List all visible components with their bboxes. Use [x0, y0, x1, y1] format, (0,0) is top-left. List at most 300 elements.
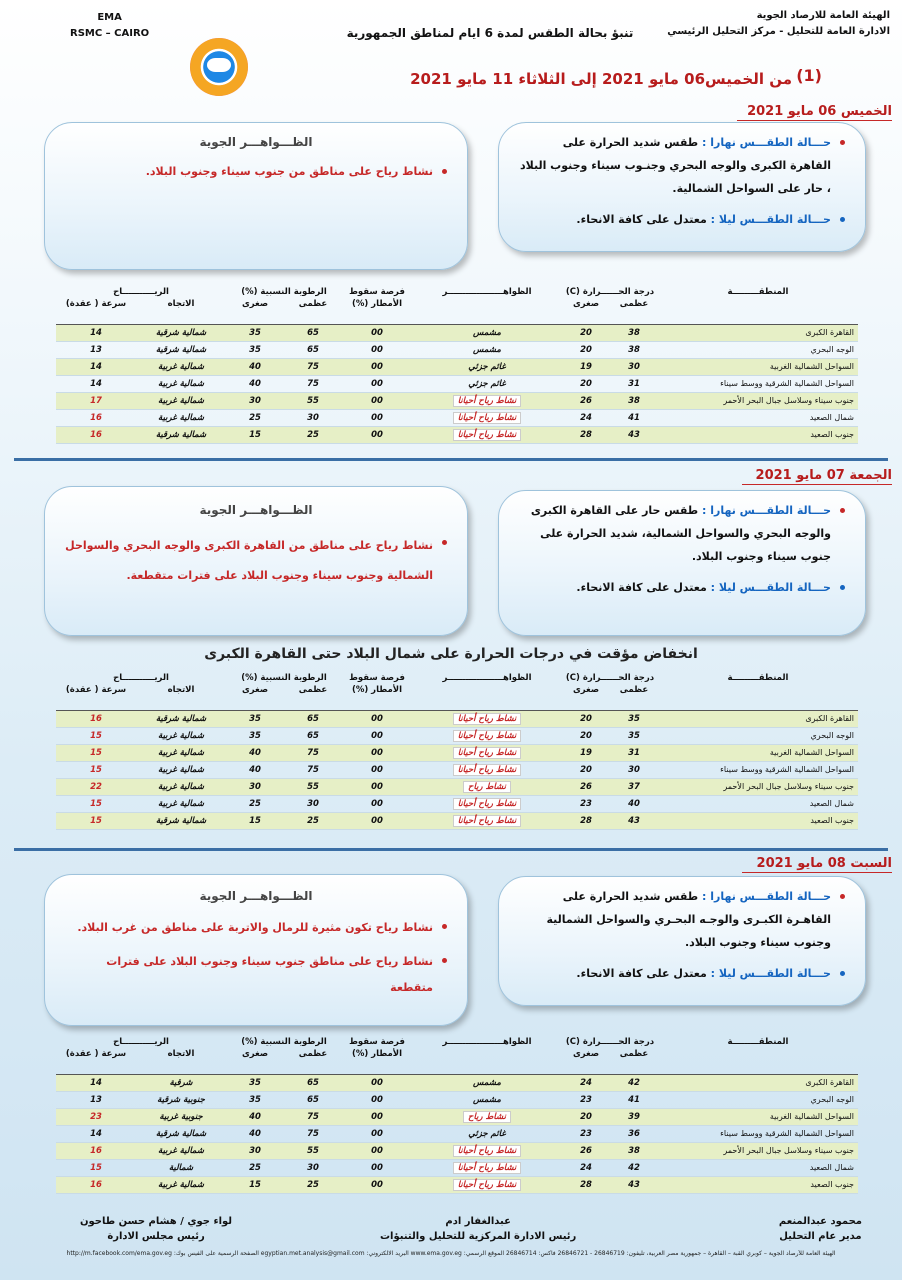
day-underline	[737, 120, 892, 121]
cell-rain: 00	[342, 375, 412, 392]
cell-region: شمال الصعيد	[658, 409, 858, 426]
header-org	[667, 8, 890, 40]
cell-rain: 00	[342, 1176, 412, 1193]
phenomena-text: نشاط رياح	[463, 781, 511, 793]
dept-name: الادارة العامة للتحليل - مركز التحليل الرئيسي	[667, 26, 890, 37]
col-rain: فرصة سقوط الأمطار (%)	[349, 1037, 405, 1059]
phenomena-text: مشمس	[473, 1077, 501, 1088]
col-temp-max: عظمى	[619, 685, 649, 695]
cell-hum-max: 55	[284, 778, 342, 795]
phenomena-title: الظـــواهـــر الجوية	[199, 503, 313, 517]
cell-temp-min: 24	[562, 409, 610, 426]
cell-wind-dir: شمالية غربية	[136, 795, 226, 812]
cell-wind-dir: شمالية غربية	[136, 358, 226, 375]
table-row	[56, 324, 858, 341]
col-hum-max: عظمى	[298, 685, 328, 695]
phenomena-text: نشاط رياح أحيانا	[453, 713, 522, 725]
cell-temp-max: 41	[610, 409, 658, 426]
cell-hum-min: 35	[226, 1091, 284, 1108]
cell-temp-max: 43	[610, 1176, 658, 1193]
cell-region: السواحل الشمالية الشرقية ووسط سيناء	[658, 761, 858, 778]
cell-wind-dir: شمالية شرقية	[136, 426, 226, 443]
col-temp-max: عظمى	[619, 1049, 649, 1059]
phenomena-text: نشاط رياح أحيانا	[453, 764, 522, 776]
cell-temp-min: 20	[562, 727, 610, 744]
phenomena-text: نشاط رياح	[463, 1111, 511, 1123]
cell-wind-speed: 15	[56, 744, 136, 761]
cell-hum-max: 65	[284, 1091, 342, 1108]
table-row	[56, 1176, 858, 1193]
cell-hum-min: 40	[226, 1125, 284, 1142]
phenomena-text: نشاط رياح أحيانا	[453, 815, 522, 827]
cell-temp-max: 38	[610, 341, 658, 358]
page-number: (1)	[796, 66, 822, 85]
cell-region: جنوب سيناء وسلاسل جبال البحر الأحمر	[658, 778, 858, 795]
cell-wind-speed: 17	[56, 392, 136, 409]
day-state-text: طقس شديد الحرارة على القاهـرة الكبـرى والوجـه البحـري والسواحل الشمالية وجنوب سيناء وجنوب البلاد.	[546, 890, 831, 949]
cell-wind-speed: 16	[56, 1176, 136, 1193]
col-temp-max: عظمى	[619, 299, 649, 309]
cell-rain: 00	[342, 795, 412, 812]
cell-wind-dir: شمالية غربية	[136, 744, 226, 761]
signature-name: محمود عبدالمنعم	[778, 1216, 862, 1227]
phenomena-item: نشاط رياح تكون مثيرة للرمال والاتربة على مناطق من غرب البلاد.	[65, 915, 447, 941]
signature-central-director	[380, 1214, 576, 1244]
col-temp-min: صغرى	[572, 1049, 600, 1059]
cell-phenomena	[412, 812, 562, 829]
col-wind: الريـــــــــــاح	[113, 673, 169, 683]
cell-region: القاهرة الكبرى	[658, 324, 858, 341]
cell-phenomena	[412, 375, 562, 392]
col-hum-min: صغرى	[241, 1049, 269, 1059]
cell-region: جنوب الصعيد	[658, 812, 858, 829]
night-state-label: حـــالة الطقـــس ليلا :	[710, 213, 831, 226]
cell-temp-min: 20	[562, 761, 610, 778]
cell-wind-dir: جنوبية غربية	[136, 1108, 226, 1125]
cell-temp-max: 38	[610, 392, 658, 409]
cell-hum-max: 25	[284, 426, 342, 443]
cell-phenomena	[412, 392, 562, 409]
col-hum-min: صغرى	[241, 299, 269, 309]
cell-region: شمال الصعيد	[658, 795, 858, 812]
header-en	[70, 10, 149, 42]
cell-wind-dir: شمالية غربية	[136, 375, 226, 392]
cell-wind-speed: 15	[56, 1159, 136, 1176]
table-row	[56, 1108, 858, 1125]
table-row	[56, 341, 858, 358]
cell-temp-max: 37	[610, 778, 658, 795]
cell-wind-speed: 14	[56, 324, 136, 341]
cell-phenomena	[412, 324, 562, 341]
cell-temp-max: 35	[610, 710, 658, 727]
cell-hum-min: 40	[226, 1108, 284, 1125]
cell-hum-min: 35	[226, 324, 284, 341]
phenomena-text: نشاط رياح أحيانا	[453, 747, 522, 759]
cell-hum-max: 65	[284, 727, 342, 744]
cell-phenomena	[412, 1125, 562, 1142]
cell-rain: 00	[342, 812, 412, 829]
signature-name: عبدالغفار ادم	[445, 1216, 511, 1227]
col-wind-dir: الاتجاه	[167, 1049, 195, 1059]
cell-wind-speed: 15	[56, 727, 136, 744]
cell-wind-speed: 15	[56, 812, 136, 829]
col-hum-min: صغرى	[241, 685, 269, 695]
section-separator	[14, 848, 888, 851]
cell-hum-max: 55	[284, 1142, 342, 1159]
cell-temp-max: 31	[610, 375, 658, 392]
phenomena-text: مشمس	[473, 344, 501, 355]
cell-hum-min: 25	[226, 1159, 284, 1176]
section-separator	[14, 458, 888, 461]
cell-region: جنوب سيناء وسلاسل جبال البحر الأحمر	[658, 392, 858, 409]
phenomena-text: غائم جزئي	[468, 361, 506, 372]
cell-temp-max: 42	[610, 1074, 658, 1091]
col-wind-dir: الاتجاه	[167, 299, 195, 309]
cell-phenomena	[412, 1074, 562, 1091]
col-hum-max: عظمى	[298, 299, 328, 309]
cell-temp-max: 38	[610, 1142, 658, 1159]
cell-wind-speed: 14	[56, 358, 136, 375]
table-row	[56, 358, 858, 375]
phenomena-title: الظـــواهـــر الجوية	[199, 889, 313, 903]
table-row	[56, 1142, 858, 1159]
cell-region: الوجه البحري	[658, 341, 858, 358]
cell-phenomena	[412, 795, 562, 812]
cell-wind-speed: 16	[56, 409, 136, 426]
cell-hum-min: 35	[226, 710, 284, 727]
cell-hum-min: 25	[226, 409, 284, 426]
phenomena-text: مشمس	[473, 1094, 501, 1105]
table-row	[56, 375, 858, 392]
phenomena-text: غائم جزئي	[468, 1128, 506, 1139]
cell-temp-min: 20	[562, 1108, 610, 1125]
signature-chairman	[80, 1214, 232, 1244]
cell-temp-max: 40	[610, 795, 658, 812]
col-region: المنطقـــــــــة	[727, 1037, 789, 1047]
cell-temp-max: 43	[610, 812, 658, 829]
cell-wind-dir: شمالية غربية	[136, 392, 226, 409]
cell-temp-min: 26	[562, 1142, 610, 1159]
phenomena-text: مشمس	[473, 327, 501, 338]
cell-temp-max: 30	[610, 761, 658, 778]
col-wind-speed: سرعة ( عقدة)	[65, 299, 127, 309]
cell-hum-max: 65	[284, 341, 342, 358]
contact-footer: الهيئة العامة للأرصاد الجوية – كوبري القبة – القاهرة – جمهورية مصر العربية، تليفون: 26846719 - 26846721 فاكس: 26846714 الموقع الرسمي: www.ema.gov.eg البريد الالكتروني: egyptian.met.analysis@gmail.com الصفحة الرسمية على الفيس بوك: http://m.facebook.com/ema.gov.eg	[66, 1250, 836, 1257]
cell-phenomena	[412, 1176, 562, 1193]
col-wind-speed: سرعة ( عقدة)	[65, 1049, 127, 1059]
col-rain: فرصة سقوط الأمطار (%)	[349, 673, 405, 695]
cell-temp-max: 43	[610, 426, 658, 443]
cell-rain: 00	[342, 1142, 412, 1159]
phenomena-item: نشاط رياح على مناطق من جنوب سيناء وجنوب البلاد.	[65, 160, 447, 183]
day-state-label: حـــالة الطقـــس نهارا :	[701, 504, 831, 517]
day-state-label: حـــالة الطقـــس نهارا :	[701, 890, 831, 903]
cell-hum-max: 30	[284, 795, 342, 812]
org-name: الهيئة العامة للارصاد الجوية	[756, 10, 890, 21]
cell-wind-speed: 14	[56, 1125, 136, 1142]
cell-wind-speed: 16	[56, 1142, 136, 1159]
cell-phenomena	[412, 778, 562, 795]
night-state-text: معتدل على كافة الانحاء.	[576, 213, 707, 226]
day-state-text: طقس شديد الحرارة على القاهرة الكبرى والوجه البحري وجنـوب سيناء وجنوب البلاد ، حار على السواحل الشمالية.	[519, 136, 831, 195]
table-row	[56, 1091, 858, 1108]
cell-hum-min: 40	[226, 358, 284, 375]
col-wind-dir: الاتجاه	[167, 685, 195, 695]
col-humidity: الرطوبة النسبية (%)	[241, 287, 327, 297]
cell-temp-min: 20	[562, 375, 610, 392]
col-phenomena: الظواهـــــــــــــــــــر	[442, 673, 532, 683]
phenomena-text: نشاط رياح أحيانا	[453, 1179, 522, 1191]
cell-hum-max: 75	[284, 1108, 342, 1125]
cell-temp-min: 23	[562, 1091, 610, 1108]
table-row	[56, 727, 858, 744]
cell-wind-speed: 22	[56, 778, 136, 795]
day-underline	[742, 872, 892, 873]
phenomena-text: نشاط رياح أحيانا	[453, 412, 522, 424]
table-row	[56, 409, 858, 426]
cell-region: السواحل الشمالية الشرقية ووسط سيناء	[658, 375, 858, 392]
cell-temp-min: 19	[562, 358, 610, 375]
table-row	[56, 812, 858, 829]
signature-analysis-director	[779, 1214, 862, 1244]
cell-temp-min: 19	[562, 744, 610, 761]
cell-hum-max: 75	[284, 1125, 342, 1142]
center-name: RSMC – CAIRO	[70, 28, 150, 39]
cell-wind-dir: شمالية غربية	[136, 727, 226, 744]
cell-wind-dir: شمالية شرقية	[136, 812, 226, 829]
col-rain: فرصة سقوط الأمطار (%)	[349, 287, 405, 309]
cell-region: السواحل الشمالية الغربية	[658, 744, 858, 761]
cell-rain: 00	[342, 392, 412, 409]
org-abbr: EMA	[97, 12, 122, 23]
cell-temp-max: 39	[610, 1108, 658, 1125]
cell-region: القاهرة الكبرى	[658, 710, 858, 727]
cell-hum-max: 65	[284, 324, 342, 341]
cell-rain: 00	[342, 324, 412, 341]
weather-state-box	[498, 876, 866, 1006]
cell-temp-max: 38	[610, 324, 658, 341]
cell-temp-max: 36	[610, 1125, 658, 1142]
cell-region: الوجه البحري	[658, 1091, 858, 1108]
night-state-label: حـــالة الطقـــس ليلا :	[710, 581, 831, 594]
phenomena-text: نشاط رياح أحيانا	[453, 395, 522, 407]
cell-hum-max: 30	[284, 409, 342, 426]
cell-phenomena	[412, 1159, 562, 1176]
cell-temp-min: 23	[562, 1125, 610, 1142]
cell-rain: 00	[342, 1108, 412, 1125]
table-row	[56, 744, 858, 761]
night-state-text: معتدل على كافة الانحاء.	[576, 581, 707, 594]
cell-hum-min: 30	[226, 1142, 284, 1159]
cell-hum-max: 55	[284, 392, 342, 409]
table-row	[56, 1159, 858, 1176]
table-row	[56, 426, 858, 443]
phenomena-box	[44, 122, 468, 270]
cell-temp-min: 28	[562, 426, 610, 443]
cell-wind-speed: 16	[56, 710, 136, 727]
cell-wind-dir: شمالية غربية	[136, 1142, 226, 1159]
cell-wind-speed: 15	[56, 795, 136, 812]
cell-wind-speed: 23	[56, 1108, 136, 1125]
cell-hum-min: 35	[226, 1074, 284, 1091]
cell-wind-dir: شمالية غربية	[136, 761, 226, 778]
cell-temp-min: 26	[562, 778, 610, 795]
cell-wind-speed: 15	[56, 761, 136, 778]
cell-wind-speed: 13	[56, 341, 136, 358]
cell-rain: 00	[342, 1159, 412, 1176]
table-row	[56, 710, 858, 727]
cell-temp-min: 28	[562, 1176, 610, 1193]
cell-wind-dir: شمالية غربية	[136, 778, 226, 795]
forecast-table	[56, 672, 858, 830]
cell-wind-speed: 14	[56, 1074, 136, 1091]
cell-temp-min: 23	[562, 795, 610, 812]
cell-region: جنوب سيناء وسلاسل جبال البحر الأحمر	[658, 1142, 858, 1159]
cell-region: جنوب الصعيد	[658, 1176, 858, 1193]
cell-temp-min: 26	[562, 392, 610, 409]
cell-hum-min: 15	[226, 1176, 284, 1193]
cell-hum-max: 65	[284, 710, 342, 727]
cell-wind-speed: 14	[56, 375, 136, 392]
cell-phenomena	[412, 1091, 562, 1108]
cell-hum-min: 40	[226, 744, 284, 761]
cell-wind-dir: شمالية شرقية	[136, 324, 226, 341]
cell-hum-max: 75	[284, 358, 342, 375]
col-temp: درجة الحــــــرارة (C)	[565, 287, 655, 297]
cell-hum-min: 30	[226, 392, 284, 409]
table-row	[56, 795, 858, 812]
cell-wind-dir: جنوبية شرقية	[136, 1091, 226, 1108]
cell-phenomena	[412, 1142, 562, 1159]
phenomena-text: نشاط رياح أحيانا	[453, 798, 522, 810]
logo-emblem	[207, 58, 231, 72]
cell-temp-min: 20	[562, 341, 610, 358]
table-row	[56, 1074, 858, 1091]
col-temp: درجة الحــــــرارة (C)	[565, 1037, 655, 1047]
cell-region: جنوب الصعيد	[658, 426, 858, 443]
cell-wind-speed: 13	[56, 1091, 136, 1108]
cell-hum-max: 75	[284, 744, 342, 761]
cell-temp-max: 41	[610, 1091, 658, 1108]
phenomena-item: نشاط رياح على مناطق من القاهرة الكبرى والوجه البحري والسواحل الشمالية وجنوب سيناء وجنوب البلاد على فترات متقطعة.	[65, 531, 447, 591]
cell-wind-dir: شمالية	[136, 1159, 226, 1176]
cell-rain: 00	[342, 778, 412, 795]
cell-rain: 00	[342, 341, 412, 358]
col-hum-max: عظمى	[298, 1049, 328, 1059]
day-underline	[742, 484, 892, 485]
forecast-table	[56, 286, 858, 444]
phenomena-text: غائم جزئي	[468, 378, 506, 389]
col-humidity: الرطوبة النسبية (%)	[241, 1037, 327, 1047]
forecast-period: من الخميس06 مايو 2021 إلى الثلاثاء 11 مايو 2021	[410, 70, 792, 88]
cell-phenomena	[412, 744, 562, 761]
day-label: السبت 08 مايو 2021	[756, 856, 892, 871]
col-temp-min: صغرى	[572, 299, 600, 309]
night-state-text: معتدل على كافة الانحاء.	[576, 967, 707, 980]
phenomena-text: نشاط رياح أحيانا	[453, 730, 522, 742]
cell-hum-max: 30	[284, 1159, 342, 1176]
col-wind: الريـــــــــــاح	[113, 287, 169, 297]
cell-temp-max: 35	[610, 727, 658, 744]
signature-title: رئيس الادارة المركزية للتحليل والتنبؤات	[380, 1231, 577, 1242]
cell-hum-max: 75	[284, 761, 342, 778]
cell-region: السواحل الشمالية الشرقية ووسط سيناء	[658, 1125, 858, 1142]
col-wind-speed: سرعة ( عقدة)	[65, 685, 127, 695]
cell-temp-min: 28	[562, 812, 610, 829]
cell-temp-min: 24	[562, 1074, 610, 1091]
cell-rain: 00	[342, 409, 412, 426]
alert-subheading: انخفاض مؤقت في درجات الحرارة على شمال البلاد حتى القاهرة الكبرى	[204, 646, 698, 662]
cell-phenomena	[412, 1108, 562, 1125]
cell-rain: 00	[342, 744, 412, 761]
col-region: المنطقـــــــــة	[727, 287, 789, 297]
phenomena-box	[44, 874, 468, 1026]
cell-hum-min: 25	[226, 795, 284, 812]
cell-phenomena	[412, 727, 562, 744]
cell-temp-max: 42	[610, 1159, 658, 1176]
col-phenomena: الظواهـــــــــــــــــــر	[442, 1037, 532, 1047]
signature-name: لواء جوي / هشام حسن طاحون	[80, 1216, 233, 1227]
cell-region: السواحل الشمالية الغربية	[658, 358, 858, 375]
cell-hum-min: 40	[226, 761, 284, 778]
cell-hum-max: 65	[284, 1074, 342, 1091]
cell-hum-min: 15	[226, 812, 284, 829]
cell-region: السواحل الشمالية الغربية	[658, 1108, 858, 1125]
cell-region: القاهرة الكبرى	[658, 1074, 858, 1091]
cell-phenomena	[412, 426, 562, 443]
cell-region: الوجه البحري	[658, 727, 858, 744]
cell-wind-speed: 16	[56, 426, 136, 443]
cell-rain: 00	[342, 426, 412, 443]
table-row	[56, 1125, 858, 1142]
cell-phenomena	[412, 358, 562, 375]
cell-phenomena	[412, 409, 562, 426]
cell-wind-dir: شمالية غربية	[136, 1176, 226, 1193]
col-humidity: الرطوبة النسبية (%)	[241, 673, 327, 683]
col-wind: الريـــــــــــاح	[113, 1037, 169, 1047]
cell-rain: 00	[342, 761, 412, 778]
cell-rain: 00	[342, 1074, 412, 1091]
cell-temp-min: 20	[562, 324, 610, 341]
phenomena-item: نشاط رياح على مناطق جنوب سيناء وجنوب البلاد على فترات متقطعة	[65, 949, 447, 1001]
cell-hum-max: 25	[284, 1176, 342, 1193]
signature-title: رئيس مجلس الادارة	[107, 1231, 205, 1242]
night-state-label: حـــالة الطقـــس ليلا :	[710, 967, 831, 980]
col-temp-min: صغرى	[572, 685, 600, 695]
forecast-table	[56, 1036, 858, 1194]
cell-rain: 00	[342, 1125, 412, 1142]
day-label: الجمعة 07 مايو 2021	[755, 468, 892, 483]
cell-phenomena	[412, 341, 562, 358]
table-row	[56, 761, 858, 778]
phenomena-text: نشاط رياح أحيانا	[453, 1145, 522, 1157]
phenomena-box	[44, 486, 468, 636]
phenomena-text: نشاط رياح أحيانا	[453, 1162, 522, 1174]
cell-temp-max: 30	[610, 358, 658, 375]
day-state-text: طقس حار على القاهرة الكبرى والوجه البحري والسواحل الشمالية، شديد الحرارة على جنوب سيناء وجنوب البلاد.	[530, 504, 831, 563]
cell-hum-max: 75	[284, 375, 342, 392]
day-state-label: حـــالة الطقـــس نهارا :	[701, 136, 831, 149]
cell-wind-dir: شمالية غربية	[136, 409, 226, 426]
cell-wind-dir: شرقية	[136, 1074, 226, 1091]
cell-rain: 00	[342, 727, 412, 744]
signature-title: مدير عام التحليل	[779, 1231, 862, 1242]
cell-wind-dir: شمالية شرقية	[136, 341, 226, 358]
weather-state-box	[498, 490, 866, 636]
cell-hum-min: 35	[226, 727, 284, 744]
weather-state-box	[498, 122, 866, 252]
report-title: تنبؤ بحالة الطقس لمدة 6 ايام لمناطق الجمهورية	[346, 26, 634, 40]
